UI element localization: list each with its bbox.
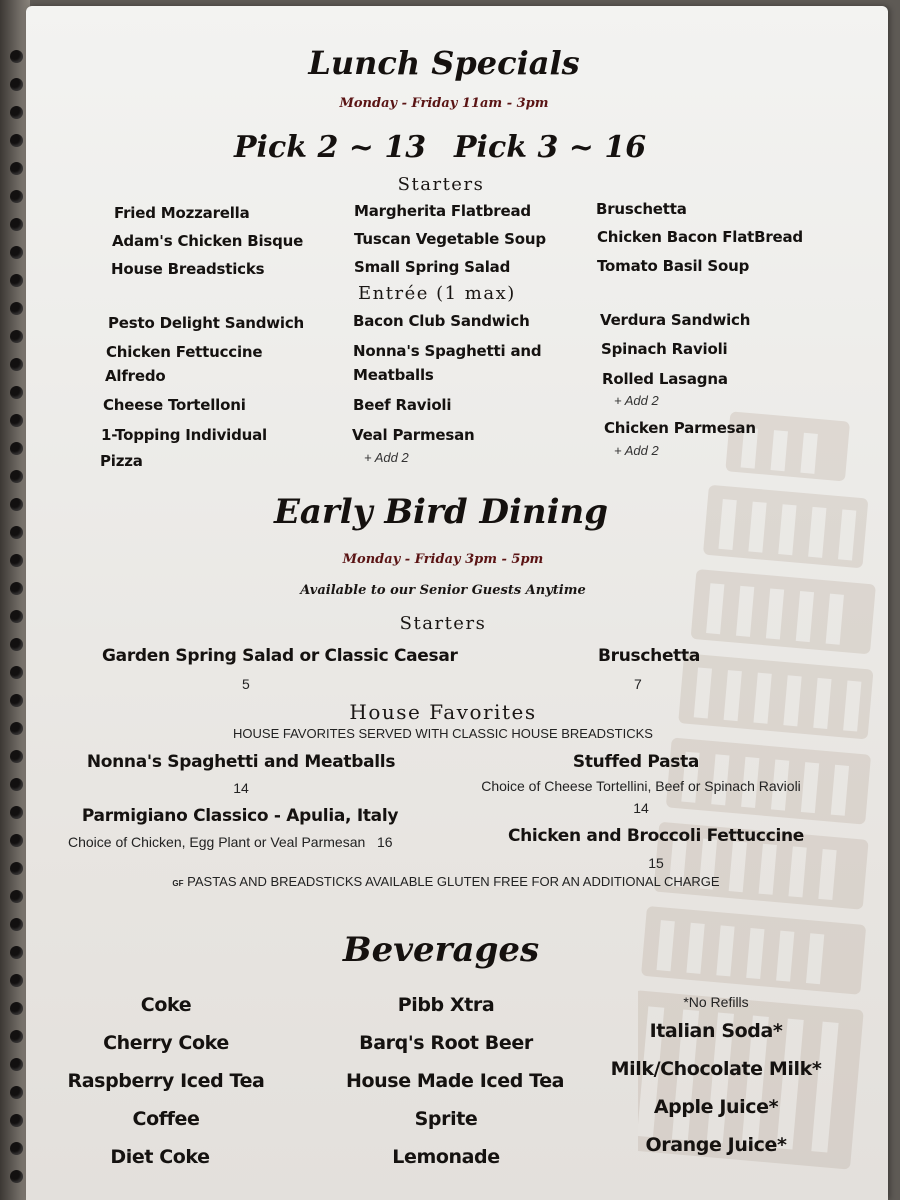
- binder-hole: [10, 414, 23, 427]
- binder-hole: [10, 610, 23, 623]
- binder-hole: [10, 1170, 23, 1183]
- beverage-item: Orange Juice*: [645, 1134, 787, 1156]
- binder-hole: [10, 722, 23, 735]
- lunch-entree: Meatballs: [353, 366, 434, 384]
- binder-hole: [10, 358, 23, 371]
- menu-page: [26, 6, 888, 1200]
- binder-hole: [10, 1030, 23, 1043]
- binder-hole: [10, 554, 23, 567]
- starter-bruschetta: Bruschetta: [598, 646, 700, 666]
- beverage-item: Coke: [140, 994, 192, 1016]
- house-favorites-heading: House Favorites: [349, 700, 537, 724]
- lunch-entree: Verdura Sandwich: [600, 311, 751, 329]
- fav-parmigiano-desc-text: Choice of Chicken, Egg Plant or Veal Parmesan: [68, 834, 366, 850]
- lunch-entree: 1-Topping Individual: [101, 426, 267, 444]
- lunch-starter: Bruschetta: [596, 200, 687, 218]
- binder-hole: [10, 330, 23, 343]
- binder-hole: [10, 162, 23, 175]
- lunch-starter: Chicken Bacon FlatBread: [597, 228, 803, 246]
- fav-stuffed-pasta-desc: Choice of Cheese Tortellini, Beef or Spinach Ravioli: [481, 778, 801, 794]
- lunch-entree-heading: Entrée (1 max): [358, 283, 516, 304]
- beverage-item: House Made Iced Tea: [346, 1070, 565, 1092]
- binder-hole: [10, 1114, 23, 1127]
- binder-hole: [10, 1142, 23, 1155]
- starter-salad: Garden Spring Salad or Classic Caesar: [102, 646, 458, 666]
- early-bird-title: Early Bird Dining: [273, 492, 609, 532]
- fav-spaghetti-price: 14: [233, 780, 249, 796]
- gluten-free-text: PASTAS AND BREADSTICKS AVAILABLE GLUTEN FREE FOR AN ADDITIONAL CHARGE: [187, 874, 720, 889]
- fav-spaghetti: Nonna's Spaghetti and Meatballs: [86, 752, 396, 772]
- lunch-entree: Chicken Fettuccine: [106, 343, 263, 361]
- binder-hole: [10, 862, 23, 875]
- lunch-entree: Beef Ravioli: [353, 396, 452, 414]
- binder-hole: [10, 582, 23, 595]
- fav-parmigiano-price: 16: [376, 834, 393, 850]
- add-2-note: + Add 2: [614, 393, 659, 408]
- lunch-starter: Adam's Chicken Bisque: [112, 232, 304, 250]
- binder-hole: [10, 806, 23, 819]
- pick-2-price: Pick 2 ~ 13: [234, 130, 427, 165]
- beverage-item: Raspberry Iced Tea: [67, 1070, 265, 1092]
- beverages-title: Beverages: [342, 930, 540, 970]
- binder-hole: [10, 750, 23, 763]
- add-2-note: + Add 2: [364, 450, 409, 465]
- lunch-entree: Veal Parmesan: [352, 426, 475, 444]
- binder-hole: [10, 302, 23, 315]
- gf-mark: GF: [172, 879, 184, 888]
- senior-note: Available to our Senior Guests Anytime: [300, 583, 586, 598]
- binder-hole: [10, 666, 23, 679]
- lunch-entree: Pesto Delight Sandwich: [108, 314, 305, 332]
- beverage-item: Diet Coke: [110, 1146, 210, 1168]
- add-2-note: + Add 2: [614, 443, 659, 458]
- lunch-starter: Tuscan Vegetable Soup: [354, 230, 546, 248]
- early-bird-hours: Monday - Friday 3pm - 5pm: [342, 552, 544, 567]
- binder-hole: [10, 834, 23, 847]
- beverage-item: Pibb Xtra: [397, 994, 495, 1016]
- binder-hole: [10, 274, 23, 287]
- lunch-entree: Rolled Lasagna: [602, 370, 728, 388]
- early-bird-starters-heading: Starters: [399, 613, 487, 634]
- binder-hole: [10, 974, 23, 987]
- binder-hole: [10, 638, 23, 651]
- fav-parmigiano-desc: [68, 834, 393, 850]
- fav-parmigiano: Parmigiano Classico - Apulia, Italy: [81, 806, 399, 826]
- lunch-hours: Monday - Friday 11am - 3pm: [339, 96, 549, 111]
- binder-hole: [10, 190, 23, 203]
- lunch-title: Lunch Specials: [308, 44, 580, 82]
- binder-hole: [10, 442, 23, 455]
- lunch-entree: Cheese Tortelloni: [103, 396, 246, 414]
- binder-hole: [10, 694, 23, 707]
- binder-hole: [10, 1002, 23, 1015]
- lunch-entree: Alfredo: [105, 367, 166, 385]
- lunch-entree: Spinach Ravioli: [601, 340, 728, 358]
- binder-hole: [10, 526, 23, 539]
- fav-broccoli-fettuccine-price: 15: [648, 855, 664, 871]
- lunch-starters-heading: Starters: [397, 174, 485, 195]
- beverage-item: Barq's Root Beer: [359, 1032, 533, 1054]
- beverage-item: Coffee: [132, 1108, 200, 1130]
- binder-hole: [10, 498, 23, 511]
- no-refills-note: *No Refills: [683, 994, 749, 1010]
- binder-holes: [0, 0, 30, 1200]
- lunch-entree: Nonna's Spaghetti and: [353, 342, 542, 360]
- lunch-starter: Tomato Basil Soup: [597, 257, 750, 275]
- lunch-entree: Bacon Club Sandwich: [353, 312, 530, 330]
- beverage-item: Italian Soda*: [649, 1020, 783, 1042]
- binder-hole: [10, 1058, 23, 1071]
- lunch-starter: Small Spring Salad: [354, 258, 511, 276]
- binder-hole: [10, 134, 23, 147]
- gluten-free-note: [26, 874, 866, 889]
- pick-3-price: Pick 3 ~ 16: [454, 130, 647, 165]
- lunch-starter: House Breadsticks: [111, 260, 265, 278]
- lunch-entree: Pizza: [100, 452, 143, 470]
- binder-hole: [10, 890, 23, 903]
- binder-hole: [10, 778, 23, 791]
- binder-hole: [10, 470, 23, 483]
- binder-hole: [10, 218, 23, 231]
- beverage-item: Sprite: [414, 1108, 478, 1130]
- binder-hole: [10, 78, 23, 91]
- binder-hole: [10, 918, 23, 931]
- beverage-item: Lemonade: [392, 1146, 500, 1168]
- beverage-item: Milk/Chocolate Milk*: [610, 1058, 822, 1080]
- binder-hole: [10, 386, 23, 399]
- binder-hole: [10, 246, 23, 259]
- lunch-entree: Chicken Parmesan: [604, 419, 756, 437]
- binder-hole: [10, 1086, 23, 1099]
- fav-stuffed-pasta: Stuffed Pasta: [572, 752, 700, 772]
- starter-bruschetta-price: 7: [634, 676, 642, 692]
- binder-hole: [10, 50, 23, 63]
- binder-hole: [10, 106, 23, 119]
- lunch-starter: Fried Mozzarella: [114, 204, 250, 222]
- beverage-item: Cherry Coke: [103, 1032, 229, 1054]
- binder-hole: [10, 946, 23, 959]
- fav-broccoli-fettuccine: Chicken and Broccoli Fettuccine: [507, 826, 805, 846]
- fav-stuffed-pasta-price: 14: [633, 800, 649, 816]
- lunch-starter: Margherita Flatbread: [354, 202, 531, 220]
- house-favorites-note: HOUSE FAVORITES SERVED WITH CLASSIC HOUSE BREADSTICKS: [233, 726, 653, 741]
- starter-salad-price: 5: [242, 676, 250, 692]
- beverage-item: Apple Juice*: [653, 1096, 779, 1118]
